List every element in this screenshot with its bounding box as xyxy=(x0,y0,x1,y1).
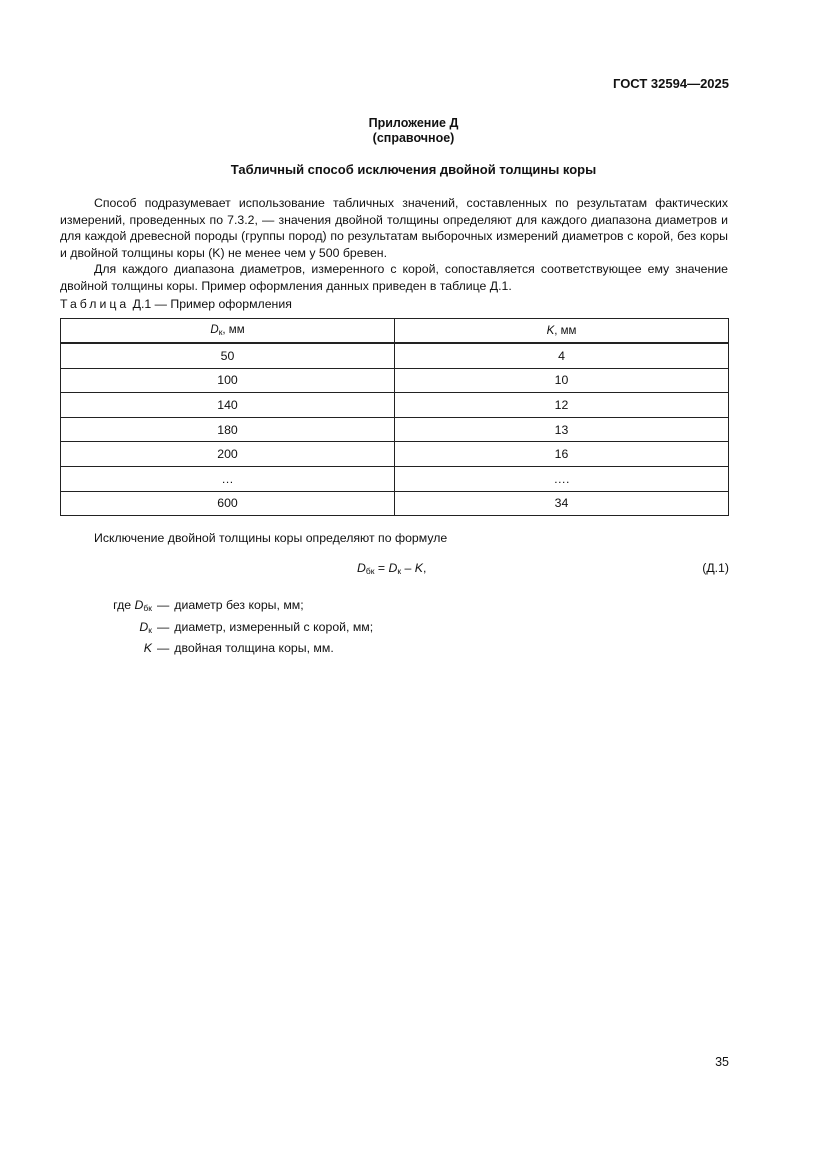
cell-bark: 10 xyxy=(395,368,729,393)
table-row xyxy=(61,491,729,516)
cell-diameter: … xyxy=(61,466,395,491)
cell-bark: 12 xyxy=(395,393,729,418)
appendix-title-block xyxy=(0,116,827,146)
formula: $D_{бк} = D_к - K$, xyxy=(357,561,427,576)
table-row xyxy=(61,466,729,491)
formula-intro: Исключение двойной толщины коры определяют по формуле xyxy=(94,531,448,545)
appendix-title: Приложение Д xyxy=(368,116,459,130)
paragraph-1: Способ подразумевает использование табличных значений, составленных по результатам фактических измерений, проведенных по 7.3.2, — значения двойной толщины определяют для каждого диапазона диаметров и для каждой древесной породы (группы пород) по результатам выборочных измерений диаметров с корой, без коры и двойной толщины коры (K) не менее чем у 500 бревен. xyxy=(60,196,728,260)
table-caption xyxy=(60,297,292,311)
cell-diameter: 600 xyxy=(61,491,395,516)
cell-diameter: 140 xyxy=(61,393,395,418)
definition-row: $D_к$ — диаметр, измеренный с корой, мм; xyxy=(139,619,374,635)
section-heading: Табличный способ исключения двойной толщины коры xyxy=(230,162,597,177)
cell-bark: 4 xyxy=(395,343,729,368)
cell-diameter: 50 xyxy=(61,343,395,368)
cell-diameter: 100 xyxy=(61,368,395,393)
table-row xyxy=(61,343,729,368)
definition-row: K — двойная толщина коры, мм. xyxy=(143,641,334,655)
cell-diameter: 180 xyxy=(61,417,395,442)
body-text xyxy=(60,195,728,295)
cell-bark: 16 xyxy=(395,442,729,467)
variable-definitions xyxy=(60,596,373,658)
cell-diameter: 200 xyxy=(61,442,395,467)
table-caption-text: Д.1 — Пример оформления xyxy=(132,297,292,311)
formula-number: (Д.1) xyxy=(702,561,729,575)
table-row xyxy=(61,442,729,467)
data-table xyxy=(60,318,729,516)
column-header-bark: K, мм xyxy=(395,319,729,344)
document-code: ГОСТ 32594—2025 xyxy=(613,76,729,91)
cell-bark: 34 xyxy=(395,491,729,516)
table-row xyxy=(61,417,729,442)
column-header-diameter: $D_к$, мм xyxy=(61,319,395,344)
page-number: 35 xyxy=(715,1055,729,1069)
table-row xyxy=(61,393,729,418)
table-header-row xyxy=(61,319,729,344)
table-caption-label: Таблица xyxy=(60,297,130,311)
cell-bark: …. xyxy=(395,466,729,491)
appendix-subtitle: (справочное) xyxy=(372,131,455,145)
cell-bark: 13 xyxy=(395,417,729,442)
table-row xyxy=(61,368,729,393)
paragraph-2: Для каждого диапазона диаметров, измеренного с корой, сопоставляется соответствующее ему значение двойной толщины коры. Пример оформления данных приведен в таблице Д.1. xyxy=(60,262,728,293)
definition-row: где $D_{бк}$ — диаметр без коры, мм; xyxy=(113,598,304,613)
